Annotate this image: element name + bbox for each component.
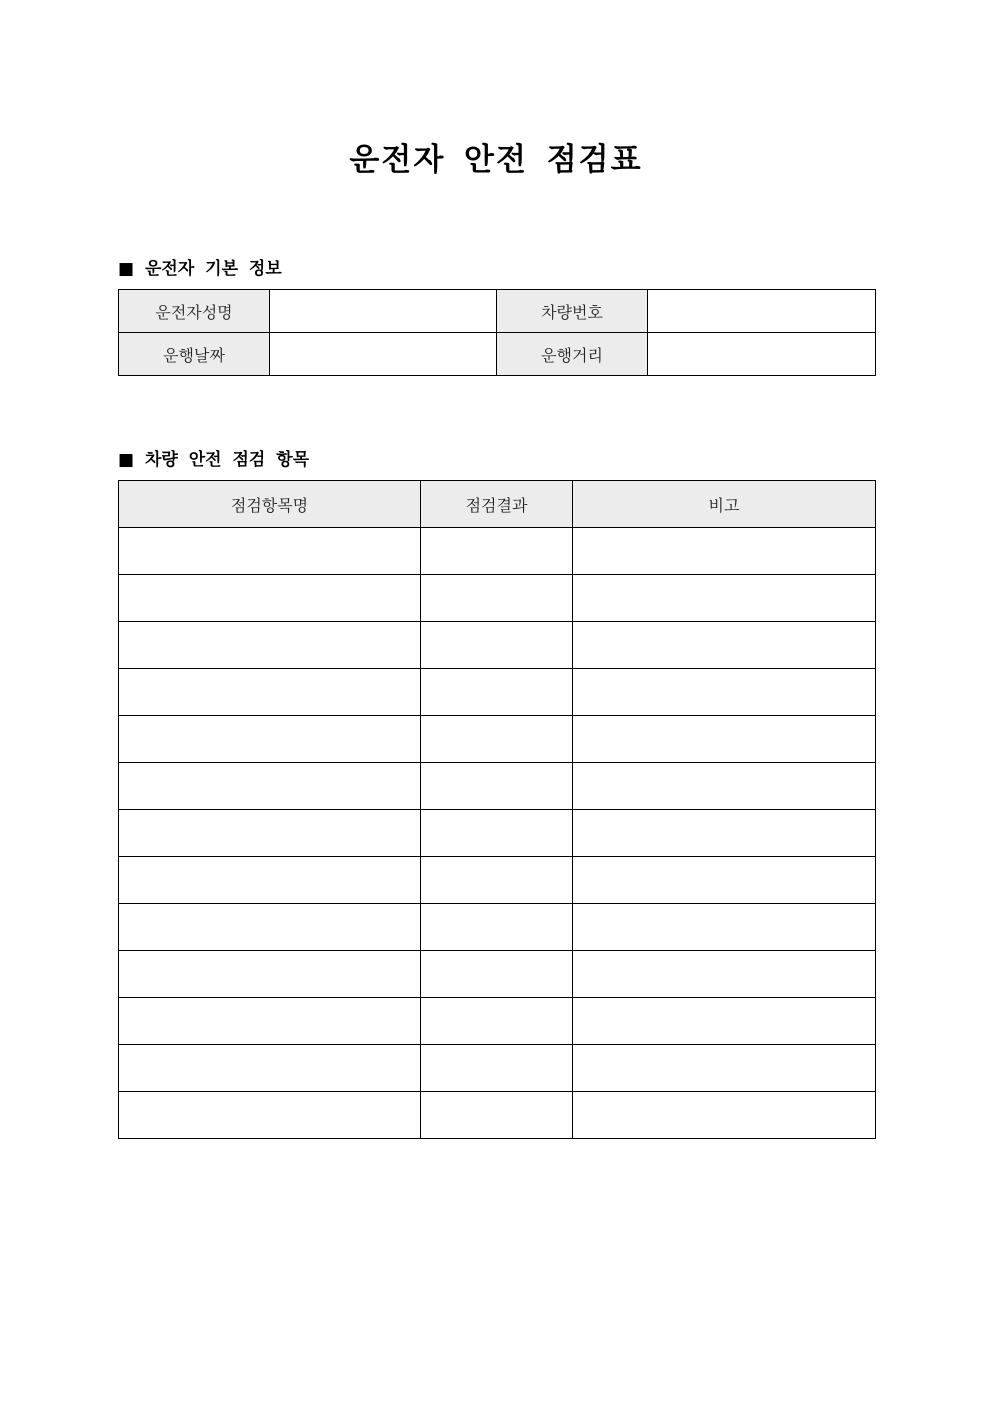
column-header-item-name: 점검항목명 [119, 481, 421, 528]
remarks-cell[interactable] [573, 669, 876, 716]
result-cell[interactable] [421, 998, 573, 1045]
driving-distance-field[interactable] [648, 333, 876, 376]
item-name-cell[interactable] [119, 763, 421, 810]
driving-distance-label: 운행거리 [497, 333, 648, 376]
table-row [119, 998, 876, 1045]
item-name-cell[interactable] [119, 1092, 421, 1139]
table-row [119, 1045, 876, 1092]
table-row [119, 716, 876, 763]
item-name-cell[interactable] [119, 1045, 421, 1092]
table-header-row [119, 481, 876, 528]
result-cell[interactable] [421, 575, 573, 622]
table-row [119, 290, 876, 333]
remarks-cell[interactable] [573, 622, 876, 669]
table-row [119, 575, 876, 622]
column-header-remarks: 비고 [573, 481, 876, 528]
item-name-cell[interactable] [119, 998, 421, 1045]
result-cell[interactable] [421, 810, 573, 857]
table-row [119, 951, 876, 998]
remarks-cell[interactable] [573, 575, 876, 622]
result-cell[interactable] [421, 951, 573, 998]
table-row [119, 763, 876, 810]
remarks-cell[interactable] [573, 857, 876, 904]
vehicle-number-field[interactable] [648, 290, 876, 333]
result-cell[interactable] [421, 669, 573, 716]
result-cell[interactable] [421, 622, 573, 669]
table-row [119, 333, 876, 376]
driver-info-table [118, 289, 876, 376]
driver-name-field[interactable] [270, 290, 497, 333]
item-name-cell[interactable] [119, 810, 421, 857]
item-name-cell[interactable] [119, 575, 421, 622]
remarks-cell[interactable] [573, 1092, 876, 1139]
table-row [119, 1092, 876, 1139]
item-name-cell[interactable] [119, 904, 421, 951]
result-cell[interactable] [421, 716, 573, 763]
driving-date-field[interactable] [270, 333, 497, 376]
result-cell[interactable] [421, 1092, 573, 1139]
remarks-cell[interactable] [573, 998, 876, 1045]
table-row [119, 857, 876, 904]
section-title-driver-info: ■ 운전자 기본 정보 [118, 259, 282, 279]
remarks-cell[interactable] [573, 528, 876, 575]
table-row [119, 622, 876, 669]
driver-name-label: 운전자성명 [119, 290, 270, 333]
table-row [119, 904, 876, 951]
section-title-inspection: ■ 차량 안전 점검 항목 [118, 450, 310, 470]
column-header-result: 점검결과 [421, 481, 573, 528]
remarks-cell[interactable] [573, 951, 876, 998]
remarks-cell[interactable] [573, 763, 876, 810]
page-title: 운전자 안전 점검표 [349, 142, 643, 178]
result-cell[interactable] [421, 528, 573, 575]
item-name-cell[interactable] [119, 857, 421, 904]
table-row [119, 528, 876, 575]
remarks-cell[interactable] [573, 810, 876, 857]
table-row [119, 669, 876, 716]
result-cell[interactable] [421, 1045, 573, 1092]
result-cell[interactable] [421, 763, 573, 810]
item-name-cell[interactable] [119, 528, 421, 575]
item-name-cell[interactable] [119, 622, 421, 669]
item-name-cell[interactable] [119, 669, 421, 716]
inspection-table [118, 480, 876, 1139]
remarks-cell[interactable] [573, 904, 876, 951]
remarks-cell[interactable] [573, 1045, 876, 1092]
vehicle-number-label: 차량번호 [497, 290, 648, 333]
driving-date-label: 운행날짜 [119, 333, 270, 376]
item-name-cell[interactable] [119, 951, 421, 998]
result-cell[interactable] [421, 857, 573, 904]
result-cell[interactable] [421, 904, 573, 951]
remarks-cell[interactable] [573, 716, 876, 763]
item-name-cell[interactable] [119, 716, 421, 763]
table-row [119, 810, 876, 857]
